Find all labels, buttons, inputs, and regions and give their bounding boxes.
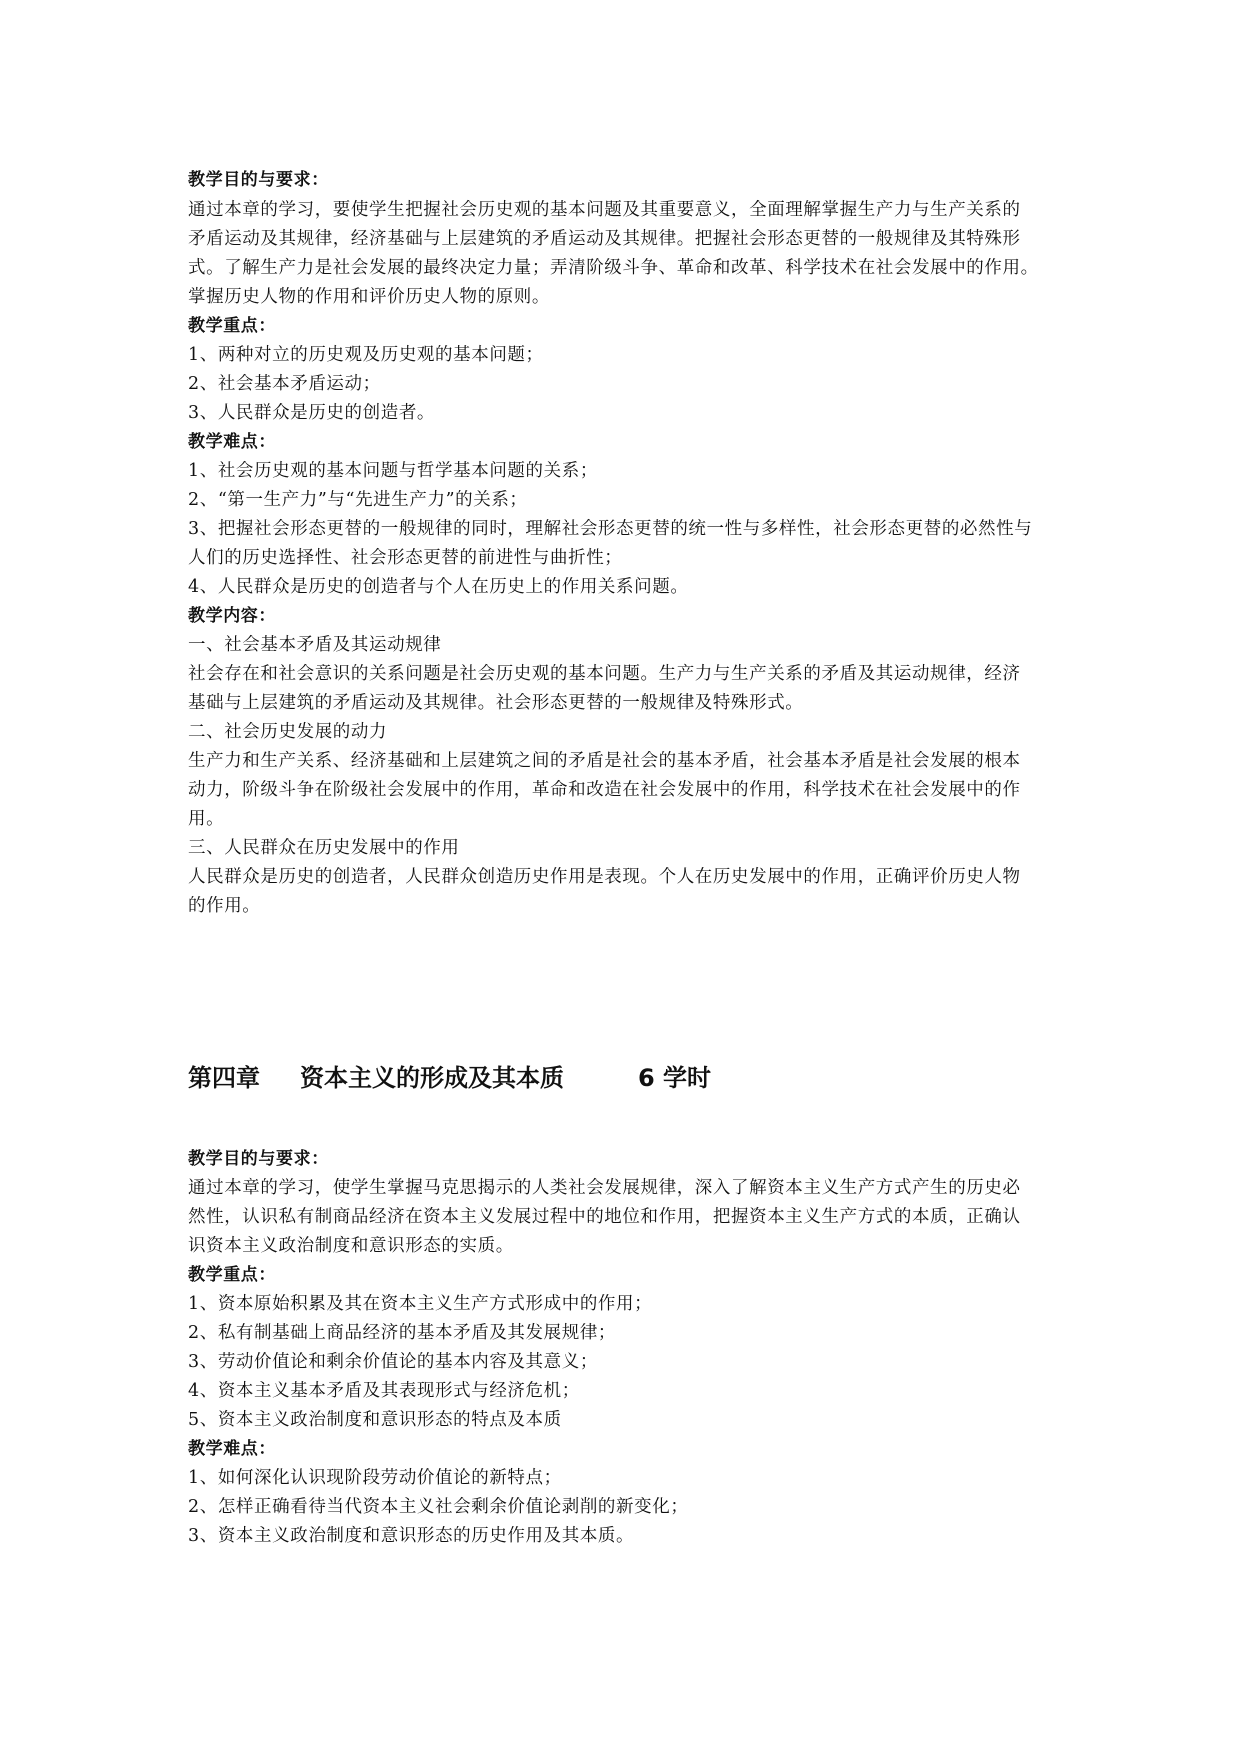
list-item: 3、把握社会形态更替的一般规律的同时，理解社会形态更替的统一性与多样性，社会形态更替的必然性与: [188, 519, 1033, 539]
paragraph-line: 然性，认识私有制商品经济在资本主义发展过程中的地位和作用，把握资本主义生产方式的本质，正确认: [188, 1207, 1021, 1227]
content-subheading: 一、社会基本矛盾及其运动规律: [188, 635, 442, 655]
key-points-heading: 教学重点：: [188, 1265, 276, 1285]
paragraph-line: 通过本章的学习，要使学生把握社会历史观的基本问题及其重要意义，全面理解掌握生产力与生产关系的: [188, 200, 1021, 220]
paragraph-line: 通过本章的学习，使学生掌握马克思揭示的人类社会发展规律，深入了解资本主义生产方式产生的历史必: [188, 1178, 1021, 1198]
difficult-points-heading: 教学难点：: [188, 432, 276, 452]
list-item: 2、私有制基础上商品经济的基本矛盾及其发展规律；: [188, 1323, 617, 1343]
paragraph-line: 人民群众是历史的创造者，人民群众创造历史作用是表现。个人在历史发展中的作用，正确评价历史人物: [188, 867, 1021, 887]
paragraph-line: 基础与上层建筑的矛盾运动及其规律。社会形态更替的一般规律及特殊形式。: [188, 693, 804, 713]
list-item: 1、社会历史观的基本问题与哲学基本问题的关系；: [188, 461, 598, 481]
list-item: 3、人民群众是历史的创造者。: [188, 403, 436, 423]
list-item: 3、资本主义政治制度和意识形态的历史作用及其本质。: [188, 1526, 635, 1546]
paragraph-line: 生产力和生产关系、经济基础和上层建筑之间的矛盾是社会的基本矛盾，社会基本矛盾是社会发展的根本: [188, 751, 1021, 771]
content-subheading: 三、人民群众在历史发展中的作用: [188, 838, 460, 858]
list-item: 2、社会基本矛盾运动；: [188, 374, 381, 394]
list-item: 4、人民群众是历史的创造者与个人在历史上的作用关系问题。: [188, 577, 689, 597]
paragraph-line: 社会存在和社会意识的关系问题是社会历史观的基本问题。生产力与生产关系的矛盾及其运动规律，经济: [188, 664, 1021, 684]
paragraph-line: 掌握历史人物的作用和评价历史人物的原则。: [188, 287, 550, 307]
goals-heading: 教学目的与要求：: [188, 1149, 329, 1169]
paragraph-line: 识资本主义政治制度和意识形态的实质。: [188, 1236, 514, 1256]
list-item: 人们的历史选择性、社会形态更替的前进性与曲折性；: [188, 548, 623, 568]
difficult-points-heading: 教学难点：: [188, 1439, 276, 1459]
chapter-number: 第四章: [188, 1064, 260, 1092]
paragraph-line: 式。了解生产力是社会发展的最终决定力量；弄清阶级斗争、革命和改革、科学技术在社会发展中的作用。: [188, 258, 1039, 278]
list-item: 1、两种对立的历史观及历史观的基本问题；: [188, 345, 544, 365]
goals-heading: 教学目的与要求：: [188, 170, 329, 190]
paragraph-line: 动力，阶级斗争在阶级社会发展中的作用，革命和改造在社会发展中的作用，科学技术在社会发展中的作: [188, 780, 1021, 800]
paragraph-line: 的作用。: [188, 896, 261, 916]
list-item: 1、资本原始积累及其在资本主义生产方式形成中的作用；: [188, 1294, 653, 1314]
content-subheading: 二、社会历史发展的动力: [188, 722, 388, 742]
key-points-heading: 教学重点：: [188, 316, 276, 336]
list-item: 4、资本主义基本矛盾及其表现形式与经济危机；: [188, 1381, 580, 1401]
list-item: 5、资本主义政治制度和意识形态的特点及本质: [188, 1410, 562, 1430]
paragraph-line: 用。: [188, 809, 225, 829]
chapter-hours: 6 学时: [638, 1064, 712, 1092]
list-item: 1、如何深化认识现阶段劳动价值论的新特点；: [188, 1468, 562, 1488]
content-heading: 教学内容：: [188, 606, 276, 626]
list-item: 2、怎样正确看待当代资本主义社会剩余价值论剥削的新变化；: [188, 1497, 689, 1517]
list-item: 3、劳动价值论和剩余价值论的基本内容及其意义；: [188, 1352, 598, 1372]
paragraph-line: 矛盾运动及其规律，经济基础与上层建筑的矛盾运动及其规律。把握社会形态更替的一般规律及其特殊形: [188, 229, 1021, 249]
list-item: 2、“第一生产力”与“先进生产力”的关系；: [188, 490, 528, 510]
chapter-name: 资本主义的形成及其本质: [300, 1064, 564, 1092]
